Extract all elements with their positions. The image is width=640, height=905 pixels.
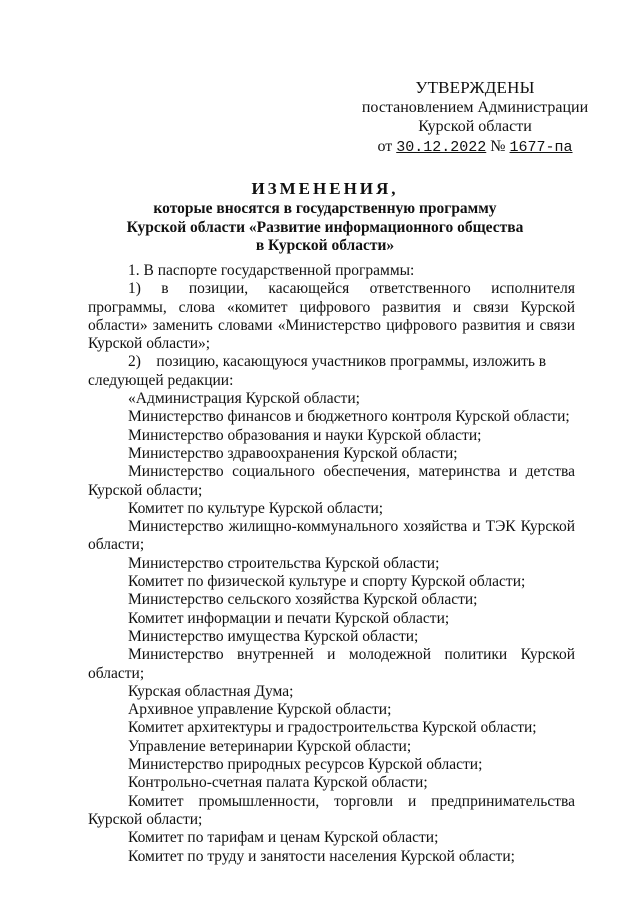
approval-heading: УТВЕРЖДЕНЫ [415,78,535,97]
participant-item: Министерство имущества Курской области; [128,627,419,645]
section-heading: 1. В паспорте государственной программы: [128,262,415,279]
approval-line-1: постановлением Администрации [361,98,589,116]
title-line-3: в Курской области» [255,237,395,254]
participant-item: Министерство строительства Курской области; [128,554,440,572]
participant-item: Министерство образования и науки Курской области; [128,426,482,444]
participant-item: Архивное управление Курской области; [128,701,392,719]
participant-item: Контрольно-счетная палата Курской области; [128,774,428,792]
number-prefix: № [490,137,506,155]
participant-item: Министерство внутренней и молодежной политики Курской области; [88,646,575,682]
participant-item: Министерство жилищно-коммунального хозяйства и ТЭК Курской области; [88,518,575,554]
participant-item: Комитет архитектуры и градостроительства Курской области; [128,719,537,737]
participant-item: «Администрация Курской области; [128,390,360,408]
participant-item: Министерство социального обеспечения, материнства и детства Курской области; [88,463,575,499]
participant-item: Комитет информации и печати Курской области; [128,609,450,627]
title-line-2: Курской области «Развитие информационного общества [126,218,524,236]
participant-item: Курская областная Дума; [128,682,294,700]
approval-number: 1677-па [509,138,573,156]
participant-item: Комитет по физической культуре и спорту Курской области; [128,573,526,591]
participant-item: Министерство финансов и бюджетного контроля Курской области; [128,408,570,426]
approval-date: 30.12.2022 [396,138,487,156]
participant-item: Министерство здравоохранения Курской области; [128,444,458,462]
item-1-text: программы, слова «комитет цифрового развития и связи Курской области» заменить словами «Министерство цифрового развития и связи Курской области»; [88,298,575,353]
participant-item: Министерство сельского хозяйства Курской области; [128,591,478,609]
participant-item: Комитет по культуре Курской области; [128,499,384,517]
title-line-1: которые вносятся в государственную программу [153,200,497,217]
approval-block [360,78,590,157]
participant-item: Комитет по тарифам и ценам Курской области; [128,829,439,847]
title-main: ИЗМЕНЕНИЯ, [251,179,399,198]
item-2-text: следующей редакции: [88,371,234,389]
participant-item: Комитет промышленности, торговли и предпринимательства Курской области; [88,792,575,828]
participant-item: Управление ветеринарии Курской области; [128,737,412,755]
approval-line-2: Курской области [418,118,532,135]
date-prefix: от [377,137,393,155]
item-1-first-line: 1) в позиции, касающейся ответственного исполнителя [128,280,575,298]
document-body [88,262,575,866]
participant-item: Комитет по труду и занятости населения Курской области; [128,847,515,865]
participant-item: Министерство природных ресурсов Курской области; [128,756,483,774]
item-2-first-line: 2) позицию, касающуюся участников программы, изложить в [128,353,547,371]
document-title [60,178,590,256]
approval-date-line [360,137,590,158]
